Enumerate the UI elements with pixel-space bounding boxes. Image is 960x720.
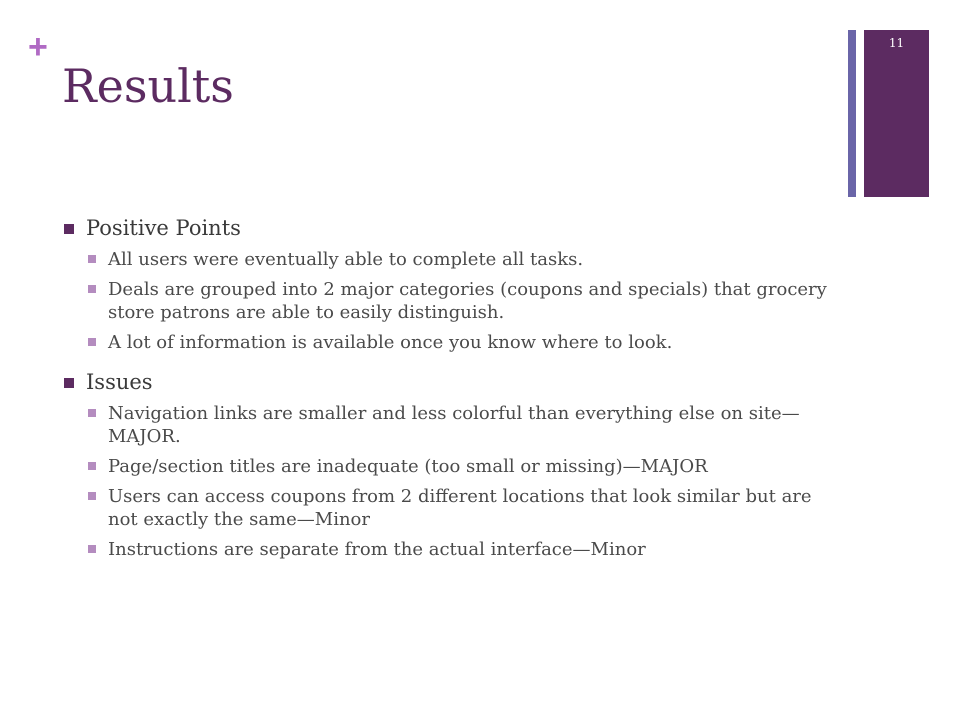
page-number: 11 xyxy=(888,36,905,50)
plus-mark: + xyxy=(28,28,48,66)
square-bullet-icon xyxy=(88,285,96,293)
square-bullet-icon xyxy=(88,338,96,346)
slide-title: Results xyxy=(62,59,234,113)
list-item xyxy=(62,538,842,561)
decorative-bar-thick xyxy=(864,30,929,197)
list-item xyxy=(62,402,842,448)
square-bullet-icon xyxy=(88,255,96,263)
list-item-text: Navigation links are smaller and less colorful than everything else on site—MAJOR. xyxy=(108,403,800,447)
list-item xyxy=(62,455,842,478)
square-bullet-icon xyxy=(88,492,96,500)
section-issues xyxy=(62,368,842,561)
list-item-text: Deals are grouped into 2 major categories (coupons and specials) that grocery store patrons are able to easily distinguish. xyxy=(108,279,827,323)
list-item xyxy=(62,248,842,271)
decorative-bar-thin xyxy=(848,30,856,197)
list-item xyxy=(62,331,842,354)
list-item xyxy=(62,278,842,324)
section-heading-text: Positive Points xyxy=(86,216,241,240)
section-heading xyxy=(62,214,842,242)
bullet-list xyxy=(62,402,842,561)
bullet-list xyxy=(62,248,842,354)
square-bullet-icon xyxy=(88,409,96,417)
section-positive-points xyxy=(62,214,842,354)
section-heading xyxy=(62,368,842,396)
list-item-text: Users can access coupons from 2 different locations that look similar but are not exactly the same—Minor xyxy=(108,486,812,530)
section-heading-text: Issues xyxy=(86,370,153,394)
list-item-text: All users were eventually able to complete all tasks. xyxy=(108,249,584,270)
slide-body xyxy=(62,214,842,575)
list-item-text: Page/section titles are inadequate (too small or missing)—MAJOR xyxy=(108,456,708,477)
list-item-text: A lot of information is available once you know where to look. xyxy=(108,332,673,353)
list-item xyxy=(62,485,842,531)
square-bullet-icon xyxy=(64,224,74,234)
list-item-text: Instructions are separate from the actual interface—Minor xyxy=(108,539,646,560)
square-bullet-icon xyxy=(88,462,96,470)
square-bullet-icon xyxy=(88,545,96,553)
square-bullet-icon xyxy=(64,378,74,388)
